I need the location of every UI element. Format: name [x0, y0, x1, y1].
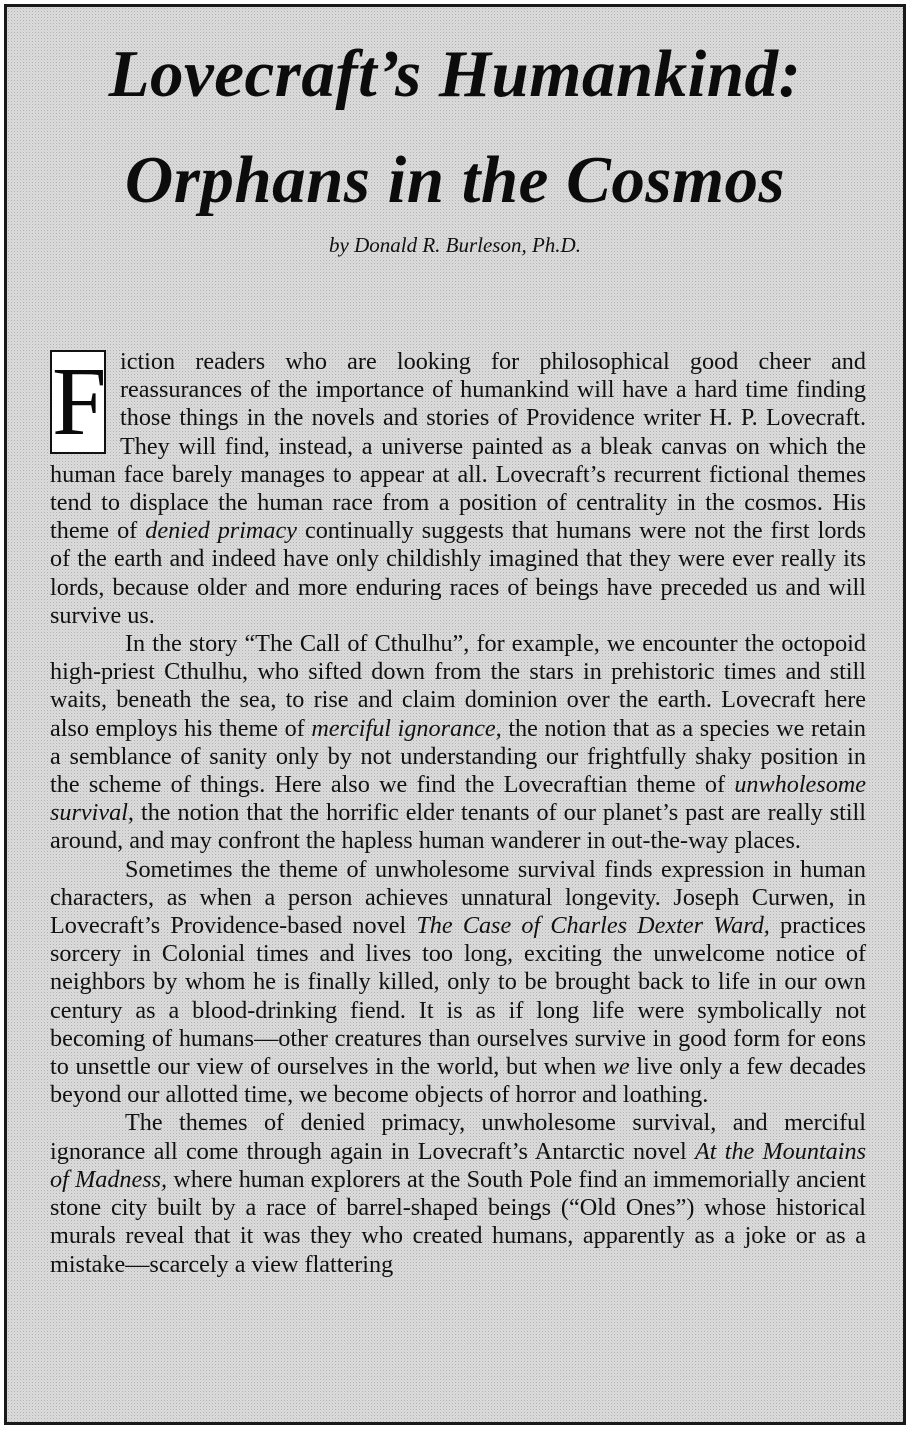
article-page [4, 4, 906, 1425]
article-title-line-1: Lovecraft’s Humankind: [108, 37, 802, 111]
paragraph-3-text: practices sorcery in Colonial times and lives too long, exciting the unwelcome notice of neighbors by whom he is finally killed, only to be brought back to life in our own century as a blood-drinking fiend. It is as if long life were symbolically not becoming of humans—other creatures than ourselves survive in good form for eons to unsettle our view of ourselves in the world, but when [50, 912, 866, 1081]
book-title-mountains-of-madness: At the Mountains of Madness, [50, 1137, 866, 1193]
paragraph-1 [50, 348, 866, 630]
book-title-charles-dexter-ward: The Case of Charles Dexter Ward, [416, 912, 770, 940]
paragraph-1-text: iction readers who are looking for philosophical good cheer and reassurances of the importance of humankind will have a hard time finding those things in the novels and stories of Providence writer H. P. Lovecraft. They will find, instead, a universe painted as a bleak canvas on which the human face barely manages to appear at all. Lovecraft’s recurrent fictional themes tend to displace the human race from a position of centrality in the cosmos. His theme of [50, 348, 866, 545]
article-byline: by Donald R. Burleson, Ph.D. [329, 233, 581, 257]
paragraph-3 [50, 856, 866, 1110]
emphasis-denied-primacy: denied primacy [145, 517, 297, 545]
article-body [50, 348, 866, 1279]
paragraph-4-text: where human explorers at the South Pole find an immemorially ancient stone city built by a race of barrel-shaped beings (“Old Ones”) whose historical murals reveal that it was they who created humans, apparently as a joke or as a mistake—scarcely a view flattering [50, 1165, 866, 1278]
paragraph-3-text: live only a few decades beyond our allotted time, we become objects of horror and loathing. [50, 1053, 866, 1109]
paragraph-3-text: Sometimes the theme of unwholesome survival finds expression in human characters, as when a person achieves unnatural longevity. Joseph Curwen, in Lovecraft’s Providence-based novel [50, 855, 866, 940]
emphasis-merciful-ignorance: merciful ignorance, [311, 714, 502, 742]
paragraph-4-text: The themes of denied primacy, unwholesome survival, and merciful ignorance all come through again in Lovecraft’s Antarctic novel [50, 1109, 866, 1165]
article-title-line-2: Orphans in the Cosmos [124, 143, 786, 217]
paragraph-4 [50, 1109, 866, 1278]
paragraph-1-text: continually suggests that humans were not the first lords of the earth and indeed have only childishly imagined that they were ever really its lords, because older and more enduring races of beings have preceded us and will survive us. [50, 517, 866, 629]
paragraph-2-text: the notion that the horrific elder tenants of our planet’s past are really still around, and may confront the hapless human wanderer in out-the-way places. [50, 799, 866, 855]
paragraph-2-text: In the story “The Call of Cthulhu”, for example, we encounter the octopoid high-priest Cthulhu, who sifted down from the stars in prehistoric times and still waits, beneath the sea, to rise and claim dominion over the earth. Lovecraft here also employs his theme of [50, 630, 866, 742]
drop-cap: F [52, 348, 107, 456]
emphasis-unwholesome-survival: unwholesome survival, [50, 771, 866, 827]
paragraph-2 [50, 630, 866, 856]
emphasis-we: we [602, 1053, 630, 1081]
paragraph-2-text: the notion that as a species we retain a semblance of sanity only by not understanding our frightfully shaky position in the scheme of things. Here also we find the Lovecraftian theme of [50, 714, 867, 799]
